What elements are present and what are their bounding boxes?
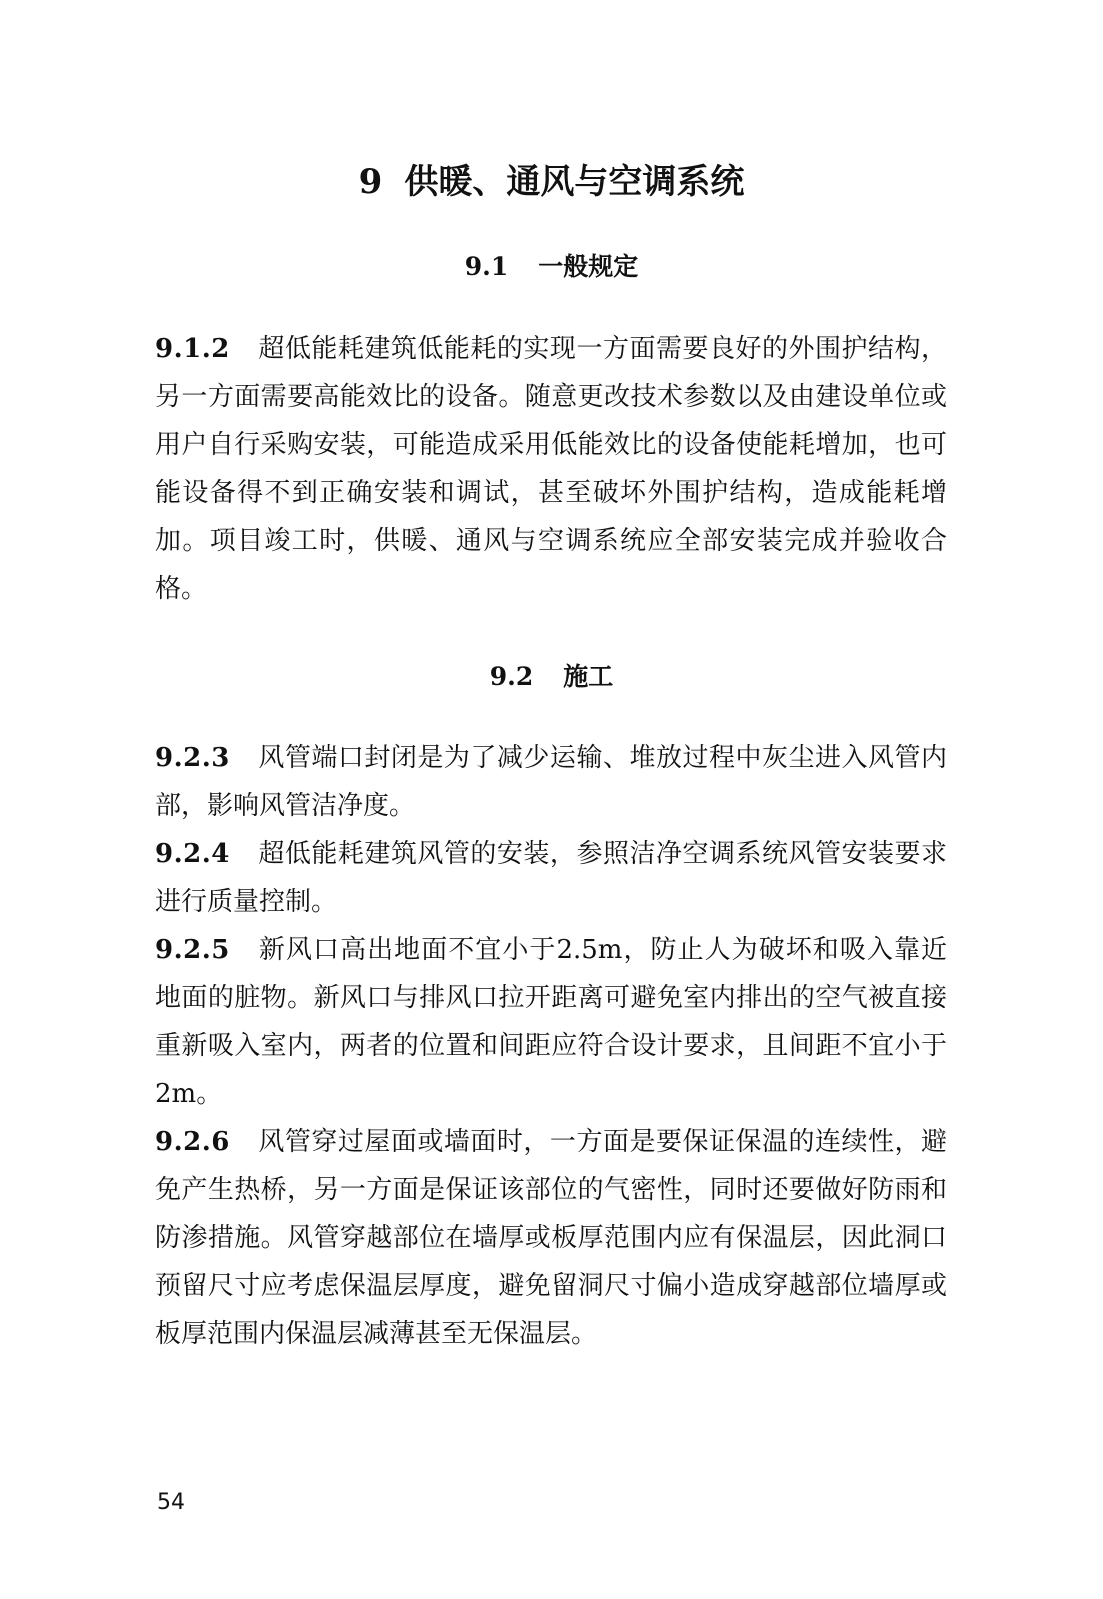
section-body-9-2 [155,734,947,1358]
section-number: 9.1 [464,252,509,281]
clause-number: 9.2.3 [155,743,230,773]
clause-number: 9.1.2 [155,334,230,364]
section-heading-9-2 [0,657,1103,697]
section-number: 9.2 [489,662,534,691]
clause-number: 9.2.4 [155,839,230,869]
clause-9-2-4 [155,830,947,926]
clause-9-2-5 [155,926,947,1118]
clause-9-2-3 [155,734,947,830]
clause-number: 9.2.5 [155,935,230,965]
section-title: 一般规定 [538,252,639,281]
chapter-number: 9 [358,162,383,202]
clause-9-1-2 [155,325,947,613]
section-title: 施工 [563,662,614,691]
clause-text: 超低能耗建筑风管的安装，参照洁净空调系统风管安装要求进行质量控制。 [155,839,947,917]
clause-9-2-6 [155,1118,947,1358]
clause-text: 超低能耗建筑低能耗的实现一方面需要良好的外围护结构，另一方面需要高能效比的设备。随意更改技术参数以及由建设单位或用户自行采购安装，可能造成采用低能效比的设备使能耗增加，也可能设备得不到正确安装和调试，甚至破坏外围护结构，造成能耗增加。项目竣工时，供暖、通风与空调系统应全部安装完成并验收合格。 [155,334,947,604]
section-heading-9-1 [0,247,1103,287]
clause-text: 风管端口封闭是为了减少运输、堆放过程中灰尘进入风管内部，影响风管洁净度。 [155,743,947,821]
page-number: 54 [157,1490,185,1515]
section-body-9-1 [155,325,947,613]
clause-number: 9.2.6 [155,1127,230,1157]
chapter-title [0,152,1103,212]
clause-text: 新风口高出地面不宜小于2.5m，防止人为破坏和吸入靠近地面的脏物。新风口与排风口拉开距离可避免室内排出的空气被直接重新吸入室内，两者的位置和间距应符合设计要求，且间距不宜小于2m。 [155,935,947,1109]
clause-text: 风管穿过屋面或墙面时，一方面是要保证保温的连续性，避免产生热桥，另一方面是保证该部位的气密性，同时还要做好防雨和防渗措施。风管穿越部位在墙厚或板厚范围内应有保温层，因此洞口预留尺寸应考虑保温层厚度，避免留洞尺寸偏小造成穿越部位墙厚或板厚范围内保温层减薄甚至无保温层。 [155,1127,947,1349]
chapter-title-text: 供暖、通风与空调系统 [404,162,745,202]
